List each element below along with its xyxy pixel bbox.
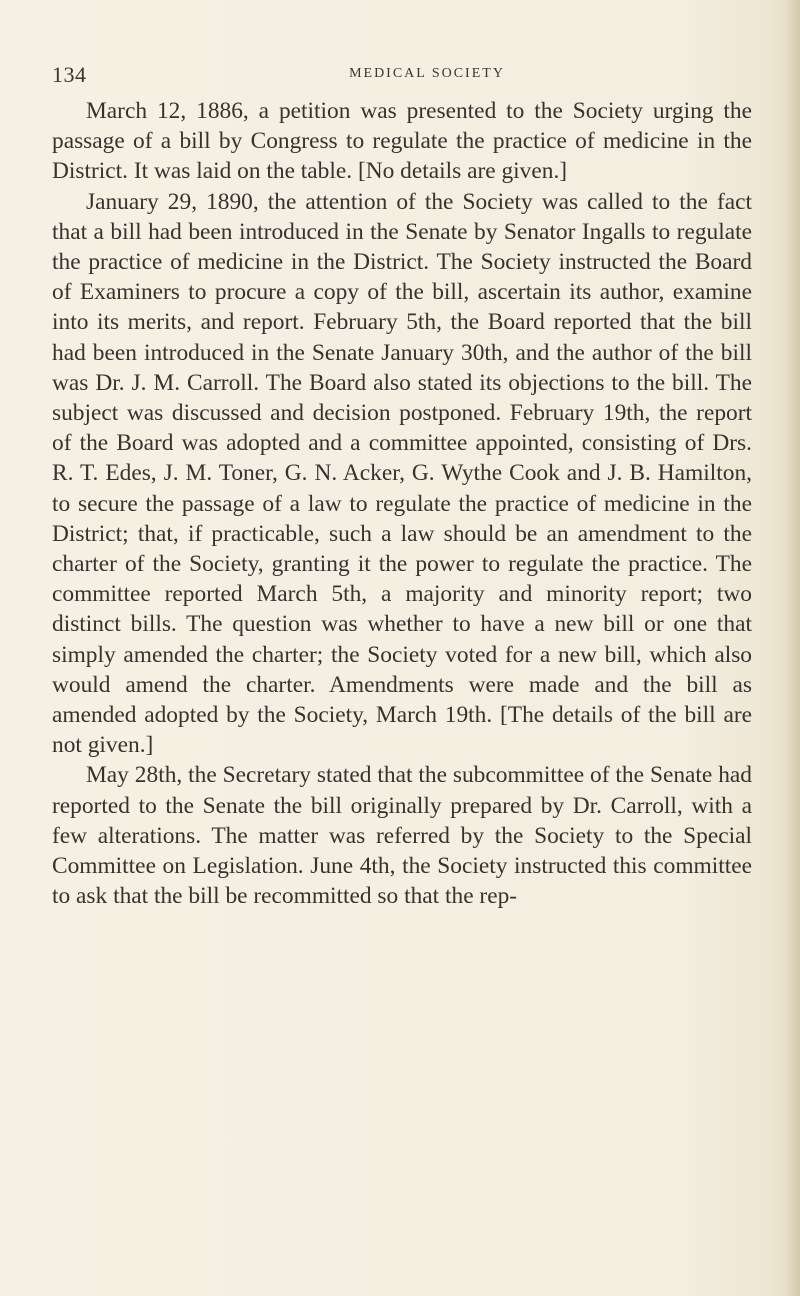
page-header [52, 62, 752, 92]
paragraph-petition-1886: March 12, 1886, a petition was presented to the Society urging the passage of a bill by Congress to regulate the practice of medicine in the District. It was laid on the table. [No details are given.] [52, 98, 752, 185]
running-head: MEDICAL SOCIETY [349, 66, 505, 81]
page-number: 134 [52, 62, 87, 87]
paragraph-senate-subcommittee: May 28th, the Secretary stated that the subcommittee of the Senate had reported to the Senate the bill originally prepared by Dr. Carroll, with a few alterations. The matter was referred by the Society to the Special Committee on Legislation. June 4th, the Society instructed this committee to ask that the bill be recommitted so that the rep- [52, 762, 752, 910]
body-text [52, 96, 752, 911]
page-edge-shadow [786, 0, 800, 1296]
paragraph-ingalls-bill-1890: January 29, 1890, the attention of the Society was called to the fact that a bill had been introduced in the Senate by Senator Ingalls to regulate the practice of medicine in the District. The Society instructed the Board of Examiners to procure a copy of the bill, ascertain its author, examine into its merits, and report. February 5th, the Board reported that the bill had been introduced in the Senate January 30th, and the author of the bill was Dr. J. M. Carroll. The Board also stated its objections to the bill. The subject was discussed and decision postponed. February 19th, the report of the Board was adopted and a committee appointed, consisting of Drs. R. T. Edes, J. M. Toner, G. N. Acker, G. Wythe Cook and J. B. Hamilton, to secure the passage of a law to regulate the practice of medicine in the District; that, if practicable, such a law should be an amendment to the charter of the Society, granting it the power to regulate the practice. The committee reported March 5th, a majority and minority report; two distinct bills. The question was whether to have a new bill or one that simply amended the charter; the Society voted for a new bill, which also would amend the charter. Amendments were made and the bill as amended adopted by the Society, March 19th. [The details of the bill are not given.] [52, 188, 752, 759]
